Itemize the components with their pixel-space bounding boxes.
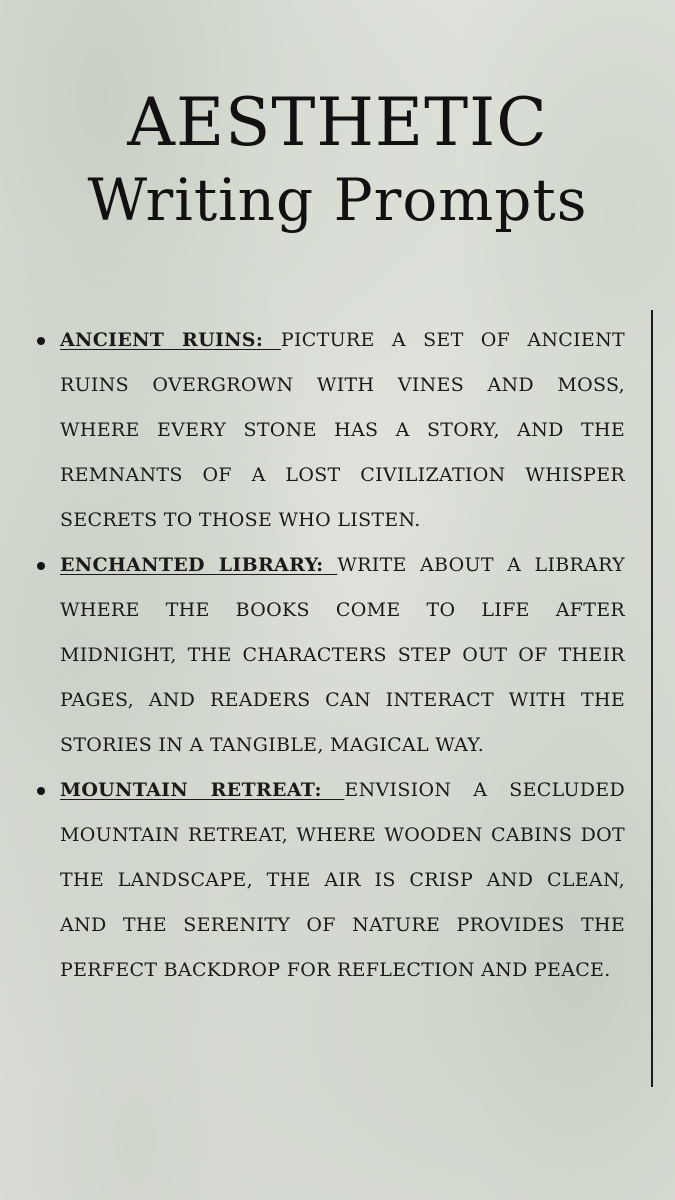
vertical-divider bbox=[651, 310, 653, 1087]
bullet-icon bbox=[37, 787, 45, 795]
prompt-label: MOUNTAIN RETREAT: bbox=[60, 779, 345, 801]
title-line-1: AESTHETIC bbox=[127, 84, 548, 161]
prompt-list bbox=[33, 318, 625, 993]
prompt-label: ENCHANTED LIBRARY: bbox=[60, 554, 338, 576]
prompt-item-ancient-ruins bbox=[33, 318, 625, 543]
prompt-item-mountain-retreat bbox=[33, 768, 625, 993]
prompt-text: WRITE ABOUT A LIBRARY WHERE THE BOOKS COME TO LIFE AFTER MIDNIGHT, THE CHARACTERS STEP OUT OF THEIR PAGES, AND READERS CAN INTERACT WITH THE STORIES IN A TANGIBLE, MAGICAL WAY. bbox=[60, 554, 625, 756]
bullet-icon bbox=[37, 562, 45, 570]
title-line-2: Writing Prompts bbox=[87, 166, 588, 234]
prompt-label: ANCIENT RUINS: bbox=[60, 329, 281, 351]
bullet-icon bbox=[37, 337, 45, 345]
prompt-item-enchanted-library bbox=[33, 543, 625, 768]
prompt-text: ENVISION A SECLUDED MOUNTAIN RETREAT, WHERE WOODEN CABINS DOT THE LANDSCAPE, THE AIR IS CRISP AND CLEAN, AND THE SERENITY OF NATURE PROVIDES THE PERFECT BACKDROP FOR REFLECTION AND PEACE. bbox=[60, 779, 625, 981]
prompt-text: PICTURE A SET OF ANCIENT RUINS OVERGROWN WITH VINES AND MOSS, WHERE EVERY STONE HAS A STORY, AND THE REMNANTS OF A LOST CIVILIZATION WHISPER SECRETS TO THOSE WHO LISTEN. bbox=[60, 329, 625, 531]
